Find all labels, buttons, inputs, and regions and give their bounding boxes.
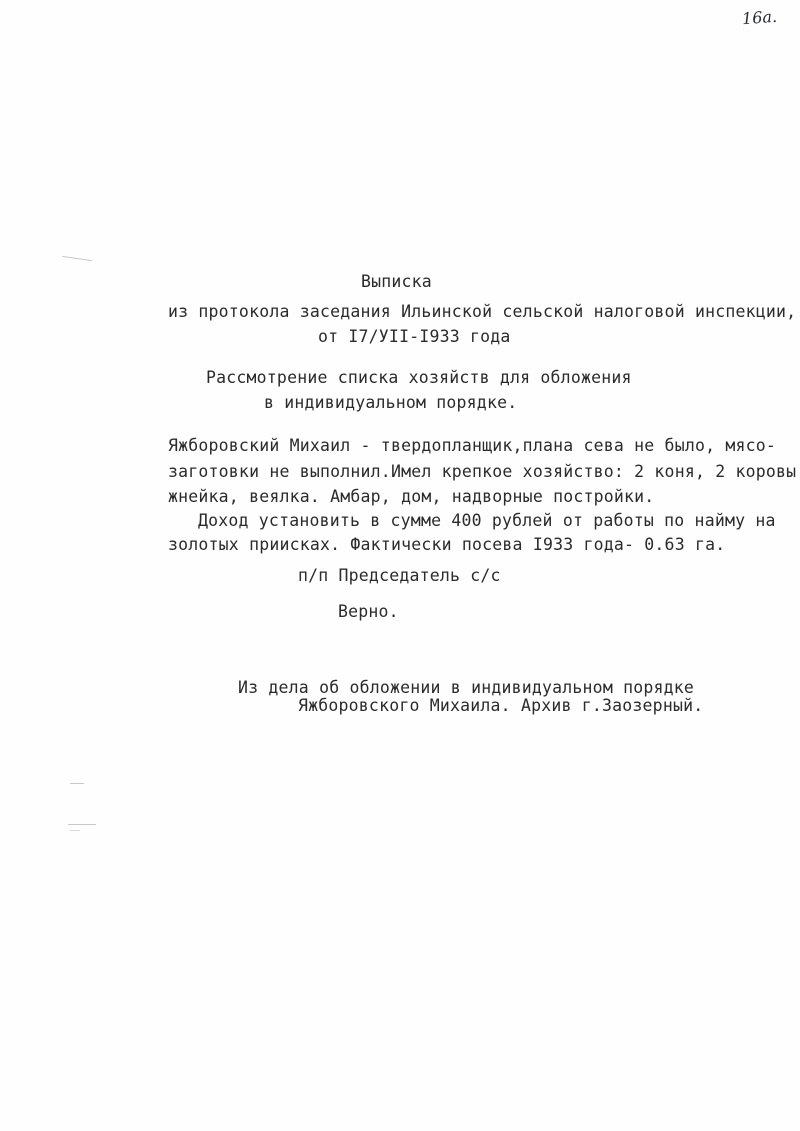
source-line-2: Яжборовского Михаила. Архив г.Заозерный. (298, 696, 704, 715)
document-title: Выписка (361, 272, 432, 291)
margin-mark (68, 824, 96, 825)
signature-certified: Верно. (338, 602, 399, 621)
subject-line-1: Рассмотрение списка хозяйств для обложения (206, 368, 632, 387)
source-line-1: Из дела об обложении в индивидуальном порядке (238, 678, 695, 697)
body-line-2: заготовки не выполнил.Имел крепкое хозяйство: 2 коня, 2 коровы (168, 462, 797, 481)
body-line-1: Яжборовский Михаил - твердопланщик,плана сева не было, мясо- (168, 436, 777, 455)
body-line-4: Доход установить в сумме 400 рублей от работы по найму на (198, 511, 776, 530)
margin-mark (70, 783, 84, 784)
body-line-3: жнейка, веялка. Амбар, дом, надворные постройки. (168, 487, 655, 506)
handwritten-page-number: 16а. (741, 6, 778, 29)
heading-line-1: из протокола заседания Ильинской сельской налоговой инспекции, (168, 302, 797, 321)
subject-line-2: в индивидуальном порядке. (264, 393, 518, 412)
signature-chairman: п/п Председатель с/с (298, 566, 501, 585)
body-line-5: золотых приисках. Фактически посева I933 года- 0.63 га. (168, 535, 726, 554)
heading-line-2: от I7/УII-I933 года (318, 327, 511, 346)
margin-mark (70, 830, 80, 831)
margin-mark (62, 256, 92, 261)
